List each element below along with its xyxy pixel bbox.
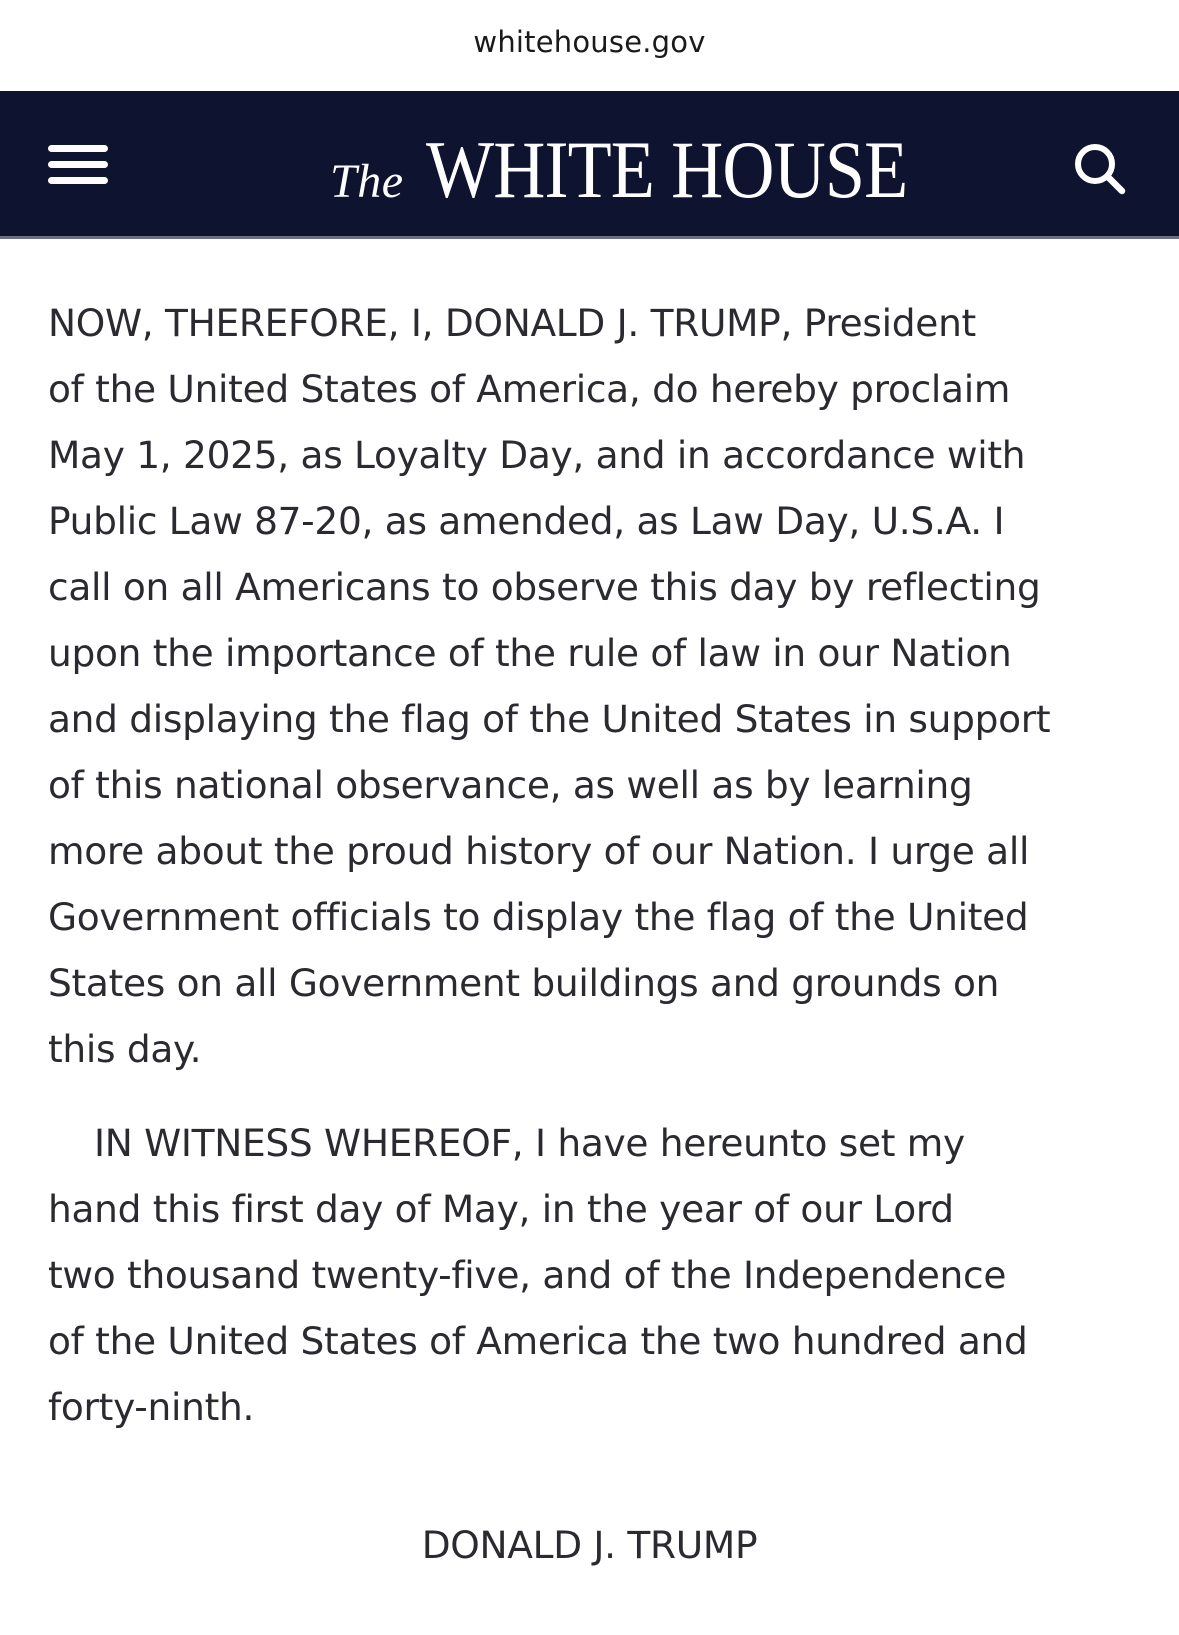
text-line: States on all Government buildings and grounds on xyxy=(48,961,1000,1005)
browser-address-bar[interactable] xyxy=(0,0,1179,91)
signature: DONALD J. TRUMP xyxy=(421,1523,758,1567)
site-logo[interactable] xyxy=(330,123,972,215)
text-line: May 1, 2025, as Loyalty Day, and in accordance with xyxy=(48,433,1026,477)
text-line: more about the proud history of our Nation. I urge all xyxy=(48,829,1030,873)
text-line: of the United States of America, do hereby proclaim xyxy=(48,367,1011,411)
url-text: whitehouse.gov xyxy=(473,24,706,59)
text-line: of this national observance, as well as by learning xyxy=(48,763,973,807)
text-line: hand this first day of May, in the year of our Lord xyxy=(48,1187,954,1231)
text-line: IN WITNESS WHEREOF, I have hereunto set my xyxy=(94,1121,965,1165)
hamburger-menu-icon[interactable] xyxy=(48,145,108,185)
text-line: Government officials to display the flag of the United xyxy=(48,895,1029,939)
logo-the-text: The xyxy=(330,155,404,208)
text-line: this day. xyxy=(48,1027,202,1071)
text-line: two thousand twenty-five, and of the Independence xyxy=(48,1253,1007,1297)
text-line: call on all Americans to observe this day by reflecting xyxy=(48,565,1041,609)
text-line: NOW, THEREFORE, I, DONALD J. TRUMP, President xyxy=(48,301,976,345)
text-line: of the United States of America the two hundred and xyxy=(48,1319,1028,1363)
text-line: and displaying the flag of the United States in support xyxy=(48,697,1051,741)
text-line: upon the importance of the rule of law in our Nation xyxy=(48,631,1012,675)
witness-paragraph xyxy=(48,1110,1148,1440)
logo-main-text: WHITE HOUSE xyxy=(425,124,907,215)
text-line: forty-ninth. xyxy=(48,1385,255,1429)
proclamation-paragraph xyxy=(48,290,1148,1082)
site-header xyxy=(0,91,1179,239)
search-icon[interactable] xyxy=(1070,139,1130,199)
text-line: Public Law 87-20, as amended, as Law Day, U.S.A. I xyxy=(48,499,1005,543)
